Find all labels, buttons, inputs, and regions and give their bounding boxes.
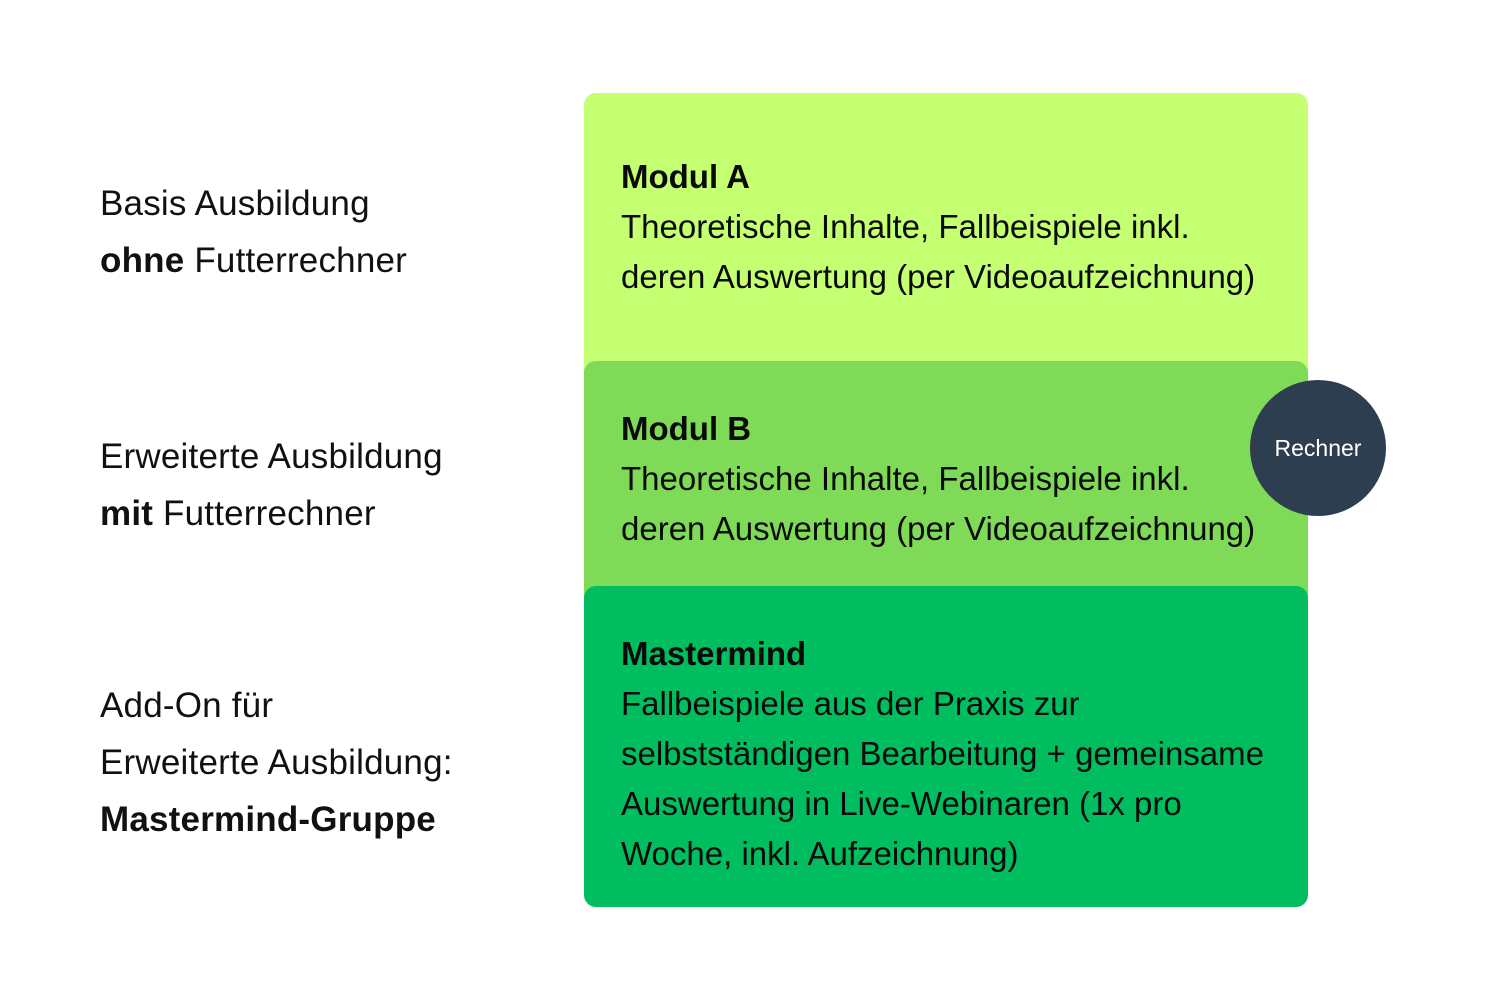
module-b-title: Modul B: [621, 410, 752, 447]
module-b-desc-line: Theoretische Inhalte, Fallbeispiele inkl.: [621, 460, 1190, 497]
mastermind-block: [584, 586, 1308, 907]
label-erweiterte-ausbildung: [100, 428, 443, 542]
label-erweitert-line2-rest: Futterrechner: [153, 494, 376, 533]
module-a-block: [584, 93, 1308, 383]
rechner-badge-label: Rechner: [1274, 434, 1362, 461]
mastermind-title: Mastermind: [621, 635, 807, 672]
module-b-desc-line: deren Auswertung (per Videoaufzeichnung): [621, 510, 1256, 547]
mastermind-desc-line: Auswertung in Live-Webinaren (1x pro: [621, 785, 1182, 822]
label-basis-emphasis: ohne: [100, 241, 185, 280]
module-a-title: Modul A: [621, 158, 750, 195]
label-addon-line1: Add-On für: [100, 686, 274, 725]
label-basis-line1: Basis Ausbildung: [100, 184, 370, 223]
label-addon-emphasis: Mastermind-Gruppe: [100, 800, 436, 839]
mastermind-description: [621, 679, 1264, 879]
mastermind-desc-line: selbstständigen Bearbeitung + gemeinsame: [621, 735, 1265, 772]
label-basis-line2: [100, 232, 407, 289]
label-basis-line2-rest: Futterrechner: [184, 241, 408, 280]
rechner-badge: [1250, 380, 1386, 516]
label-addon-mastermind: [100, 677, 453, 848]
label-basis-ausbildung: [100, 175, 407, 289]
module-a-desc-line: Theoretische Inhalte, Fallbeispiele inkl.: [621, 208, 1190, 245]
module-b-description: [621, 454, 1255, 554]
label-addon-line2: Erweiterte Ausbildung:: [100, 743, 453, 782]
mastermind-desc-line: Fallbeispiele aus der Praxis zur: [621, 685, 1080, 722]
label-erweitert-line1: Erweiterte Ausbildung: [100, 437, 443, 476]
label-erweitert-line2: [100, 485, 443, 542]
module-a-description: [621, 202, 1255, 302]
module-a-desc-line: deren Auswertung (per Videoaufzeichnung): [621, 258, 1256, 295]
label-addon-line3: [100, 791, 453, 848]
module-b-block: [584, 361, 1308, 611]
label-erweitert-emphasis: mit: [100, 494, 154, 533]
mastermind-desc-line: Woche, inkl. Aufzeichnung): [621, 835, 1019, 872]
